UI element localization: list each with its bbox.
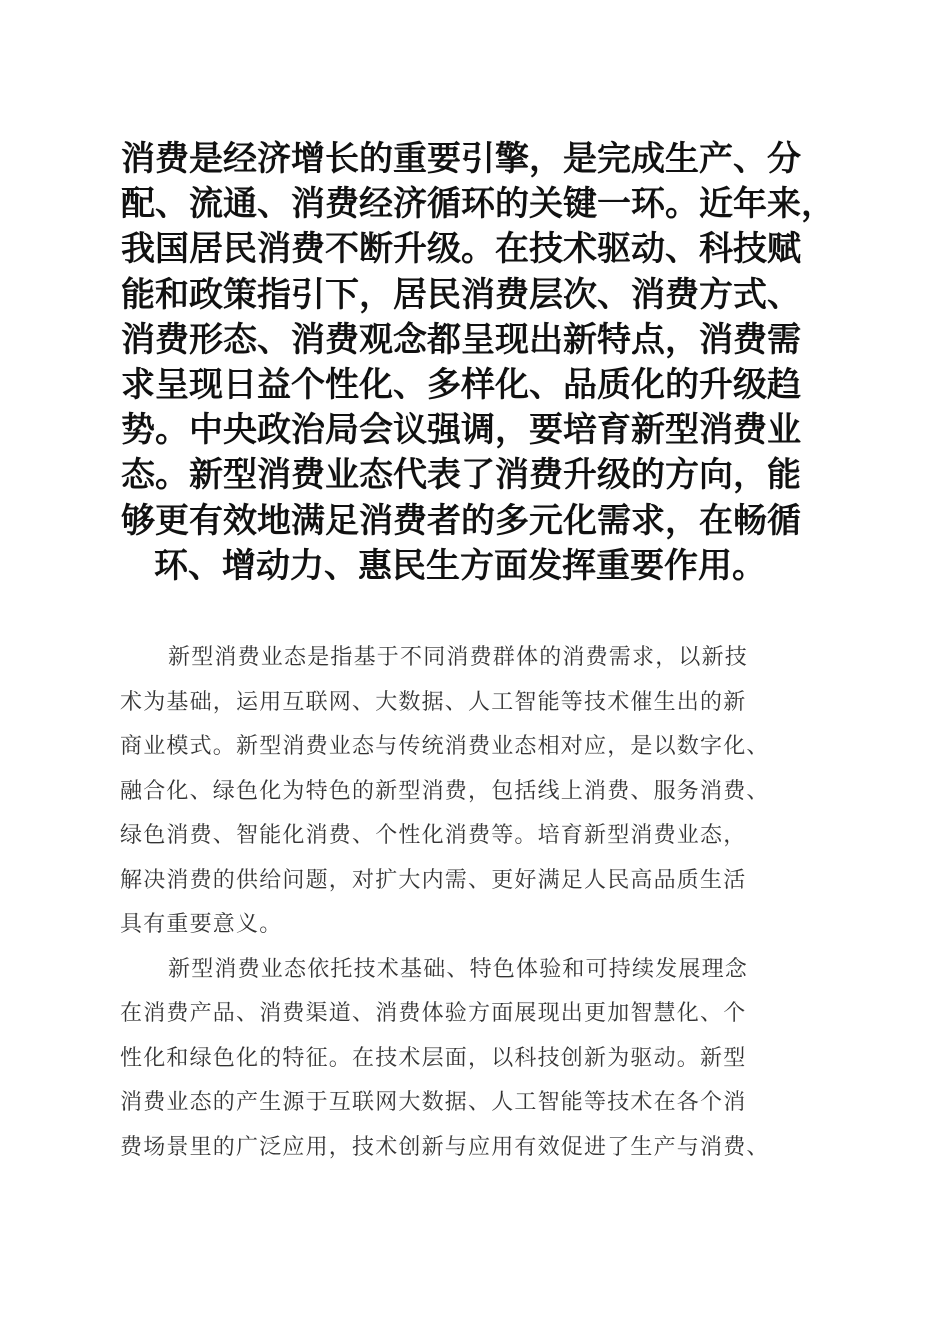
body-line: 绿色消费、智能化消费、个性化消费等。培育新型消费业态，	[120, 823, 747, 848]
body-line: 新型消费业态依托技术基础、特色体验和可持续发展理念	[168, 956, 749, 982]
lead-line: 我国居民消费不断升级。在技术驱动、科技赋	[121, 229, 801, 270]
body-line: 融合化、绿色化为特色的新型消费，包括线上消费、服务消费、	[120, 778, 770, 804]
body-line: 新型消费业态是指基于不同消费群体的消费需求，以新技	[168, 645, 749, 670]
lead-paragraph	[121, 137, 833, 589]
body-line: 解决消费的供给问题，对扩大内需、更好满足人民高品质生活	[120, 867, 747, 893]
body-paragraph-1	[120, 636, 840, 948]
lead-line: 态。新型消费业态代表了消费升级的方向，能	[121, 455, 801, 496]
body-line: 术为基础，运用互联网、大数据、人工智能等技术催生出的新	[120, 689, 747, 715]
body-line: 具有重要意义。	[120, 912, 283, 937]
body-line: 性化和绿色化的特征。在技术层面，以科技创新为驱动。新型	[120, 1045, 747, 1071]
lead-line: 消费是经济增长的重要引擎，是完成生产、分	[121, 139, 801, 179]
lead-line: 势。中央政治局会议强调，要培育新型消费业	[121, 410, 801, 451]
body-text	[120, 636, 840, 1170]
body-line: 在消费产品、消费渠道、消费体验方面展现出更加智慧化、个	[120, 1001, 747, 1026]
lead-line: 配、流通、消费经济循环的关键一环。近年来，	[121, 184, 835, 225]
body-line: 消费业态的产生源于互联网大数据、人工智能等技术在各个消	[120, 1090, 747, 1115]
body-line: 商业模式。新型消费业态与传统消费业态相对应，是以数字化、	[120, 734, 770, 759]
body-line: 费场景里的广泛应用，技术创新与应用有效促进了生产与消费、	[120, 1134, 770, 1160]
lead-line: 求呈现日益个性化、多样化、品质化的升级趋	[121, 365, 801, 406]
lead-line: 够更有效地满足消费者的多元化需求，在畅循	[121, 500, 801, 541]
lead-line: 环、增动力、惠民生方面发挥重要作用。	[154, 545, 766, 586]
lead-line: 能和政策指引下，居民消费层次、消费方式、	[121, 274, 801, 315]
body-paragraph-2	[120, 948, 840, 1171]
lead-line: 消费形态、消费观念都呈现出新特点，消费需	[121, 319, 801, 360]
